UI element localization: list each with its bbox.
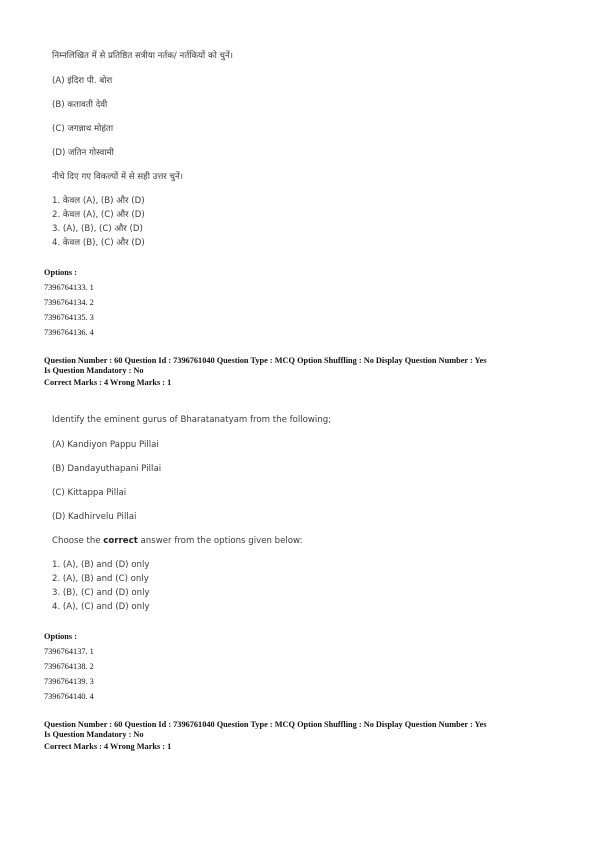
choice-1: 1. (A), (B) and (D) only	[52, 560, 150, 570]
choice-3-hindi: 3. (A), (B), (C) और (D)	[52, 224, 143, 234]
choice-2: 2. (A), (B) and (C) only	[52, 574, 149, 584]
question-stem-hindi: निम्नलिखित में से प्रतिष्ठित सत्रीया नर्तक/ नर्तकियों को चुनें।	[52, 51, 234, 61]
option-id-6: 7396764138. 2	[44, 662, 94, 671]
item-d: (D) Kadhirvelu Pillai	[52, 512, 137, 522]
option-id-1: 7396764133. 1	[44, 283, 94, 292]
meta-line-3: Correct Marks : 4 Wrong Marks : 1	[44, 378, 172, 387]
options-title: Options :	[44, 268, 77, 277]
meta-line-2: Is Question Mandatory : No	[44, 366, 144, 375]
item-a: (A) Kandiyon Pappu Pillai	[52, 440, 159, 450]
option-id-3: 7396764135. 3	[44, 313, 94, 322]
option-id-4: 7396764136. 4	[44, 328, 94, 337]
choice-4-hindi: 4. केवल (B), (C) और (D)	[52, 238, 145, 248]
question-meta	[44, 356, 559, 388]
instruction-bold: correct	[103, 536, 138, 546]
question-stem: Identify the eminent gurus of Bharatanatyam from the following;	[52, 415, 332, 425]
meta-line-1: Question Number : 60 Question Id : 7396761040 Question Type : MCQ Option Shuffling : No Display Question Number : Yes	[44, 356, 487, 365]
choice-4: 4. (A), (C) and (D) only	[52, 602, 150, 612]
option-id-7: 7396764139. 3	[44, 677, 94, 686]
meta2-line-2: Is Question Mandatory : No	[44, 730, 144, 739]
choice-2-hindi: 2. केवल (A), (C) और (D)	[52, 210, 145, 220]
option-id-5: 7396764137. 1	[44, 647, 94, 656]
item-d-hindi: (D) जतिन गोस्वामी	[52, 148, 114, 158]
item-b-hindi: (B) कतावती देवी	[52, 100, 108, 110]
item-b: (B) Dandayuthapani Pillai	[52, 464, 162, 474]
item-a-hindi: (A) इंदिरा पी. बोरा	[52, 76, 113, 86]
instruction	[52, 536, 303, 547]
option-id-2: 7396764134. 2	[44, 298, 94, 307]
instruction-prefix: Choose the	[52, 536, 104, 546]
choice-3: 3. (B), (C) and (D) only	[52, 588, 150, 598]
instruction-suffix: answer from the options given below:	[137, 536, 303, 546]
meta2-line-1: Question Number : 60 Question Id : 7396761040 Question Type : MCQ Option Shuffling : No Display Question Number : Yes	[44, 720, 487, 729]
choice-1-hindi: 1. केवल (A), (B) और (D)	[52, 196, 145, 206]
option-id-8: 7396764140. 4	[44, 692, 94, 701]
meta2-line-3: Correct Marks : 4 Wrong Marks : 1	[44, 742, 172, 751]
item-c-hindi: (C) जगन्नाथ मोहंता	[52, 124, 114, 134]
item-c: (C) Kittappa Pillai	[52, 488, 127, 498]
question-meta-2	[44, 720, 559, 752]
instruction-hindi: नीचे दिए गए विकल्पों में से सही उत्तर चुनें।	[52, 172, 184, 182]
options-title-2: Options :	[44, 632, 77, 641]
